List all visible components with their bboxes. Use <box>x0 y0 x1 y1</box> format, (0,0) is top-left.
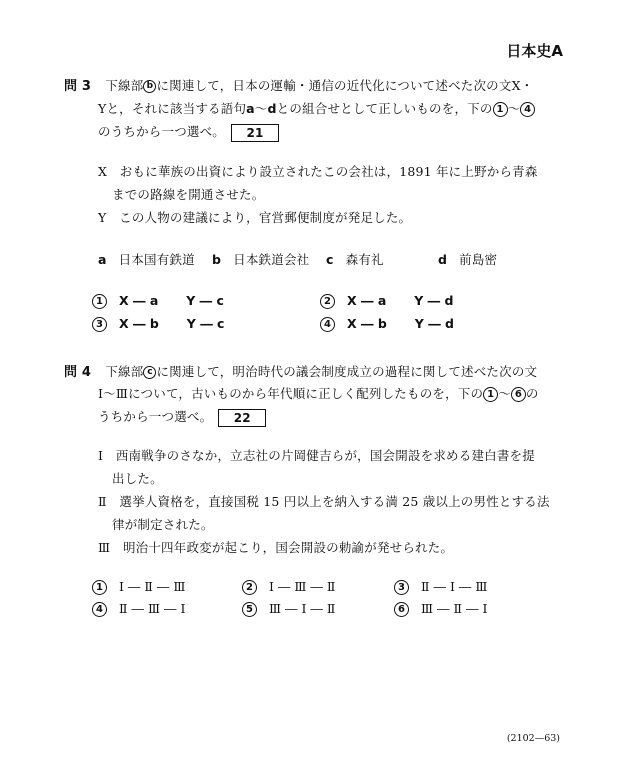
option-x: X ― a <box>347 293 387 308</box>
option-x: X ― b <box>347 316 387 331</box>
answer-box-22[interactable]: 22 <box>218 409 266 427</box>
term-text: 前島密 <box>459 252 498 267</box>
option-sequence: Ⅰ ― Ⅲ ― Ⅱ <box>269 579 336 594</box>
option-sequence: Ⅲ ― Ⅰ ― Ⅱ <box>269 601 336 616</box>
term-letter: d <box>438 252 448 267</box>
option-number: 3 <box>394 580 409 595</box>
q4-statement-3: Ⅲ 明治十四年政変が起こり，国会開設の勅諭が発せられた。 <box>98 540 454 555</box>
option-number: 4 <box>320 317 335 332</box>
option-number: 3 <box>92 317 107 332</box>
circled-1-ref: 1 <box>483 387 498 402</box>
q4-statement-1: Ⅰ 西南戦争のさなか，立志社の片岡健吉らが，国会開設を求める建白書を提 <box>98 448 535 463</box>
q4-text-1a: 下線部 <box>105 364 144 379</box>
q4-line-1 <box>64 361 537 380</box>
q3-text-3: のうちから一つ選べ。 <box>98 124 226 139</box>
option-number: 2 <box>242 580 257 595</box>
q3-option-2[interactable] <box>320 293 453 309</box>
option-sequence: Ⅱ ― Ⅰ ― Ⅲ <box>421 579 488 594</box>
underline-mark-c: c <box>143 366 156 379</box>
q4-option-5[interactable] <box>242 601 335 617</box>
option-y: Y ― d <box>414 293 454 308</box>
q3-text-1a: 下線部 <box>105 78 144 93</box>
q3-statement-x-cont: までの路線を開通させた。 <box>112 187 265 202</box>
option-number: 1 <box>92 580 107 595</box>
term-letter: c <box>326 252 334 267</box>
range-sep: ～ <box>507 101 521 116</box>
term-a-ref: a <box>246 101 255 116</box>
option-sequence: Ⅰ ― Ⅱ ― Ⅲ <box>119 579 186 594</box>
option-number: 4 <box>92 602 107 617</box>
tilde: ～ <box>254 101 268 116</box>
q3-line-1 <box>64 75 533 94</box>
q3-line-3 <box>98 122 279 142</box>
q3-option-3[interactable] <box>92 316 224 332</box>
circled-1-ref: 1 <box>493 102 508 117</box>
q4-option-3[interactable] <box>394 579 487 595</box>
q4-line-3 <box>98 407 266 427</box>
option-number: 5 <box>242 602 257 617</box>
q4-text-2b: の <box>525 386 539 401</box>
q3-text-2a: Yと，それに該当する語句 <box>98 101 247 116</box>
option-number: 1 <box>92 294 107 309</box>
page-code: (2102—63) <box>506 733 560 744</box>
q4-statement-1-cont: 出した。 <box>112 471 163 486</box>
q3-text-1b: に関連して，日本の運輸・通信の近代化について述べた次の文X・ <box>156 78 534 93</box>
option-number: 2 <box>320 294 335 309</box>
q4-label: 問 4 <box>64 365 92 380</box>
q3-text-2b: との組合せとして正しいものを，下の <box>276 101 493 116</box>
option-x: X ― b <box>119 316 159 331</box>
q4-text-3: うちから一つ選べ。 <box>98 409 213 424</box>
q3-label: 問 3 <box>64 79 92 94</box>
q4-option-6[interactable] <box>394 601 487 617</box>
q3-term-b <box>212 250 309 268</box>
q3-term-d <box>438 250 497 268</box>
term-letter: a <box>98 252 107 267</box>
q3-statement-x: X おもに華族の出資により設立されたこの会社は，1891 年に上野から青森 <box>98 164 538 179</box>
underline-mark-b: b <box>143 80 156 93</box>
option-sequence: Ⅱ ― Ⅲ ― Ⅰ <box>119 601 186 616</box>
q3-statement-y: Y この人物の建議により，官営郵便制度が発足した。 <box>98 210 412 225</box>
q4-option-2[interactable] <box>242 579 335 595</box>
term-letter: b <box>212 252 222 267</box>
circled-4-ref: 4 <box>520 102 535 117</box>
q4-text-1b: に関連して，明治時代の議会制度成立の過程に関して述べた次の文 <box>156 364 538 379</box>
q3-line-2 <box>98 99 535 117</box>
option-sequence: Ⅲ ― Ⅱ ― Ⅰ <box>421 601 488 616</box>
q4-text-2a: Ⅰ～Ⅲについて，古いものから年代順に正しく配列したものを，下の <box>98 386 484 401</box>
q3-option-4[interactable] <box>320 316 454 332</box>
q3-term-a <box>98 250 195 268</box>
q4-option-4[interactable] <box>92 601 185 617</box>
option-y: Y ― c <box>186 316 225 331</box>
q4-line-2 <box>98 384 539 402</box>
q4-statement-2-cont: 律が制定された。 <box>112 517 214 532</box>
q4-option-1[interactable] <box>92 579 185 595</box>
option-y: Y ― d <box>414 316 454 331</box>
q3-option-1[interactable] <box>92 293 224 309</box>
circled-6-ref: 6 <box>511 387 526 402</box>
range-sep: ～ <box>498 386 511 401</box>
subject-title: 日本史A <box>506 42 563 60</box>
option-x: X ― a <box>119 293 159 308</box>
option-y: Y ― c <box>186 293 224 308</box>
term-text: 日本鉄道会社 <box>233 252 310 267</box>
answer-box-21[interactable]: 21 <box>231 124 279 142</box>
term-text: 森有礼 <box>345 252 384 267</box>
term-text: 日本国有鉄道 <box>118 252 195 267</box>
q3-term-c <box>326 250 384 268</box>
q4-statement-2: Ⅱ 選挙人資格を，直接国税 15 円以上を納入する満 25 歳以上の男性とする法 <box>98 494 550 509</box>
option-number: 6 <box>394 602 409 617</box>
term-d-ref: d <box>267 101 277 116</box>
